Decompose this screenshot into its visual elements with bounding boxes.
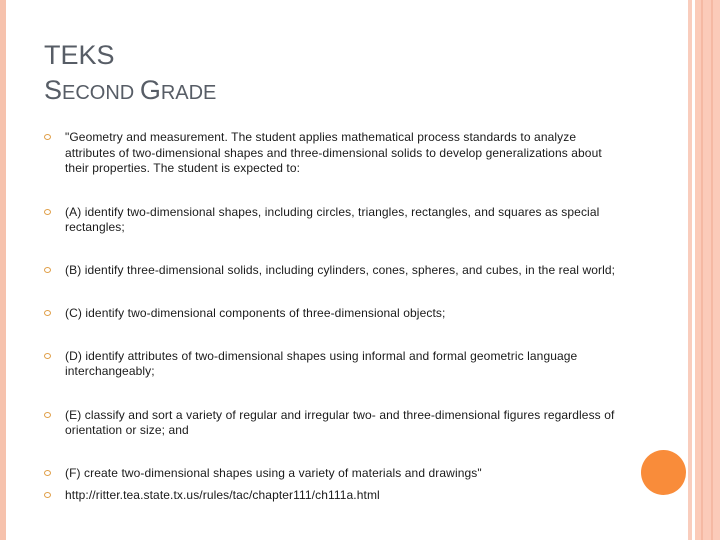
bullet-list: [44, 130, 624, 504]
bullet-text: (F) create two-dimensional shapes using a variety of materials and drawings": [65, 465, 482, 480]
bullet-text: "Geometry and measurement. The student applies mathematical process standards to analyze attributes of two-dimensional shapes and three-dimensional solids to develop generalizations about their properties. The student is expected to:: [65, 130, 602, 175]
bullet-icon: [44, 470, 51, 476]
bullet-text: (D) identify attributes of two-dimensional shapes using informal and formal geometric language interchangeably;: [65, 348, 578, 378]
list-item: [44, 488, 624, 504]
bullet-text: (C) identify two-dimensional components of three-dimensional objects;: [65, 306, 446, 320]
bullet-icon: [44, 412, 51, 418]
right-stripe: [688, 0, 692, 540]
source-link[interactable]: http://ritter.tea.state.tx.us/rules/tac/chapter111/ch111a.html: [65, 488, 380, 502]
title-rest: ECOND: [62, 82, 140, 104]
title-rest: RADE: [160, 82, 217, 104]
list-item: [44, 263, 624, 279]
bullet-text: (A) identify two-dimensional shapes, including circles, triangles, rectangles, and squares as special rectangles;: [65, 204, 600, 234]
list-item: [44, 205, 624, 236]
list-item: [44, 306, 624, 322]
bullet-icon: [44, 353, 51, 359]
right-stripe: [701, 0, 703, 540]
list-item: [44, 408, 624, 439]
bullet-icon: [44, 267, 51, 273]
list-item: [44, 349, 624, 380]
orange-circle-decoration: [641, 450, 686, 495]
slide-title: [44, 38, 216, 111]
bullet-icon: [44, 209, 51, 215]
right-stripe: [695, 0, 720, 540]
right-stripe: [711, 0, 713, 540]
title-line-1: TEKS: [44, 40, 115, 70]
bullet-text: (B) identify three-dimensional solids, including cylinders, cones, spheres, and cubes, in the real world;: [65, 262, 616, 277]
list-item: [44, 130, 624, 177]
title-line-2: [44, 73, 216, 111]
title-cap: S: [44, 75, 63, 105]
bullet-text: (E) classify and sort a variety of regular and irregular two- and three-dimensional figures regardless of orientation or size; and: [65, 407, 615, 437]
title-cap: G: [139, 75, 161, 105]
bullet-icon: [44, 134, 51, 140]
bullet-icon: [44, 310, 51, 316]
left-border-decoration: [0, 0, 6, 540]
bullet-icon: [44, 492, 51, 498]
list-item: [44, 466, 624, 482]
